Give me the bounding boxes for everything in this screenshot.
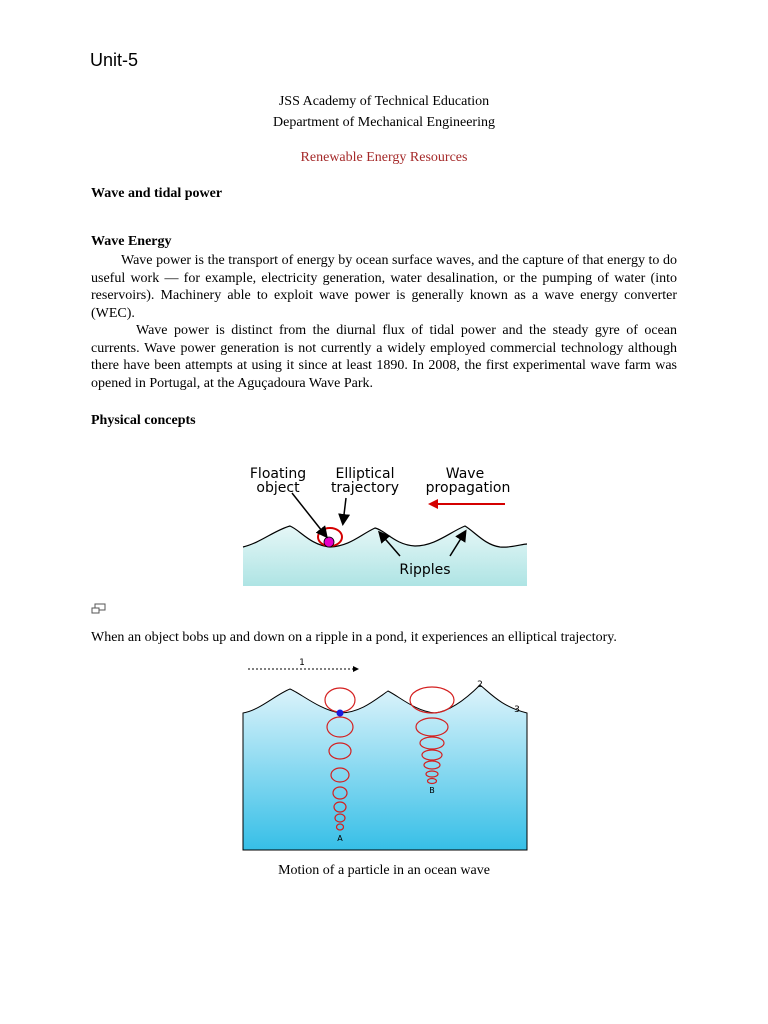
label-2: 2 — [477, 680, 483, 690]
label-3: 3 — [514, 705, 520, 715]
floating-object-figure — [240, 460, 530, 590]
label-A: A — [337, 834, 343, 843]
physical-concepts-heading: Physical concepts — [91, 413, 196, 428]
image-placeholder-icon — [91, 603, 107, 615]
paragraph-2: Wave power is distinct from the diurnal flux of tidal power and the steady gyre of ocean currents. Wave power generation is not currently a widely employed commercial technology although there have been attempts at using it since at least 1890. In 2008, the first experimental wave farm was opened in Portugal, at the Aguçadoura Wave Park. — [91, 323, 677, 391]
label-floating-2: object — [256, 480, 300, 496]
label-floating-1: Floating — [249, 466, 307, 482]
label-wave-1: Wave — [445, 466, 485, 482]
particle — [337, 710, 344, 717]
label-wave-2: propagation — [425, 480, 511, 496]
section-title: Wave and tidal power — [91, 186, 223, 201]
wave-energy-heading: Wave Energy — [91, 234, 172, 249]
figure1-caption: When an object bobs up and down on a ripple in a pond, it experiences an elliptical trajectory. — [91, 630, 617, 645]
label-elliptical-1: Elliptical — [335, 466, 395, 482]
ocean-water — [243, 685, 527, 850]
floating-object-pointer — [292, 493, 326, 536]
ocean-wave-particle-figure — [240, 655, 530, 855]
pond-water — [243, 526, 527, 586]
wave-energy-body — [91, 252, 677, 392]
figure2-caption: Motion of a particle in an ocean wave — [278, 863, 490, 878]
subject-title: Renewable Energy Resources — [300, 150, 468, 165]
paragraph-1: Wave power is the transport of energy by ocean surface waves, and the capture of that energy to do useful work — for example, electricity generation, water desalination, or the pumping of water (into reservoirs). Machinery able to exploit wave power is generally known as a wave energy converter (WEC). — [91, 253, 677, 321]
label-1: 1 — [299, 658, 305, 668]
unit-heading: Unit-5 — [90, 50, 139, 70]
department-name: Department of Mechanical Engineering — [273, 115, 495, 130]
floating-object — [324, 537, 334, 547]
label-B: B — [429, 786, 435, 795]
trajectory-pointer — [343, 498, 346, 523]
propagation-arrowhead — [428, 499, 438, 509]
label-ripples: Ripples — [399, 562, 451, 578]
institution-name: JSS Academy of Technical Education — [278, 94, 490, 109]
label-elliptical-2: trajectory — [330, 480, 400, 496]
